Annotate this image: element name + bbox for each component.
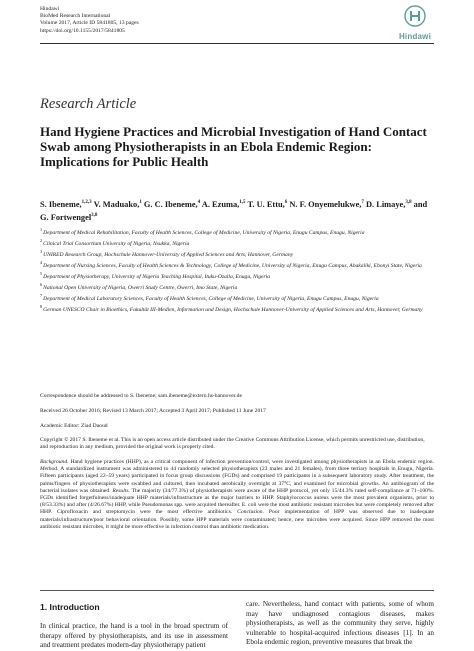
affiliation-item xyxy=(40,303,434,314)
abstract-method-label: Method. xyxy=(40,466,59,473)
journal-publisher: Hindawi xyxy=(40,6,60,12)
affiliation-number: 6 xyxy=(40,282,43,288)
author-list xyxy=(40,197,434,224)
abstract-background-label: Background. xyxy=(40,459,69,465)
abstract-method: A standardized instrument was administered to 44 randomly selected physiotherapists (23 males and 21 females), from three tertiary hospitals in Enugu, Nigeria. Fifteen participants (aged 22–59 years) participated in focus group discussions (FGDs) and comprised 19 participants in a subsequent laboratory study. After treatment, the palms/fingers of physiotherapists were swabbed and cultured, then incubated aerobically overnight at 37°C, and examined for microbial growths. An antibiogram of the bacterial isolates was obtained. xyxy=(40,466,434,494)
affiliation-number: 8 xyxy=(40,304,43,310)
abstract-results: The majority (34/77.3%) of physiotherapists were aware of the HHP protocol, yet only 15/44.3% rated self-compliance at 71–100%. FGDs identified forgetfulness/inadequate HHP materials/infrastructure as the major barriers to HHP. Staphylococcus aureus were the most prevalent organisms, prior to (8/53.33%) and after (4/26.67%) HHP, while Pseudomonas spp. were acquired thereafter. E. coli were the most antibiotic resistant microbes but were completely removed after HHP. Ciprofloxacin and streptomycin were the most effective antibiotics. xyxy=(40,487,434,516)
affiliation-item xyxy=(40,237,434,248)
author-affiliation-marker: 1,2,3 xyxy=(81,200,92,205)
author-name: D. Limaye, xyxy=(366,199,406,209)
affiliation-text: Clinical Trial Consortium University of Nigeria, Nsukka, Nigeria xyxy=(43,240,190,247)
author-affiliation-marker: 3,8 xyxy=(405,200,412,205)
affiliation-text: UNIRED Research Group, Hochschule Hannover-University of Applied Sciences and Arts, Hannover, Germany xyxy=(43,251,294,258)
correspondence: Correspondence should be addressed to S. Ibeneme; sam.ibeneme@extern.hs-hannover.de xyxy=(40,393,242,399)
author-affiliation-marker: 1,5 xyxy=(239,200,246,205)
author-name: N. F. Onyemelukwe, xyxy=(289,199,362,209)
affiliation-item xyxy=(40,270,434,281)
intro-left-column: In clinical practice, the hand is a tool in the broad spectrum of therapy offered by physiotherapists, and its use in assessment and treatment predates modern-day physiotherapy patient xyxy=(40,622,228,649)
abstract xyxy=(40,459,434,531)
affiliation-number: 2 xyxy=(40,238,43,244)
author-name: and G. Fortwengel xyxy=(40,199,428,223)
academic-editor: Academic Editor: Ziad Daoud xyxy=(40,423,108,429)
section-heading-introduction: 1. Introduction xyxy=(40,602,100,612)
article-dates: Received 26 October 2016; Revised 13 March 2017; Accepted 3 April 2017; Published 11 June 2017 xyxy=(40,408,266,414)
author-affiliation-marker: 1 xyxy=(139,200,142,205)
affiliation-number: 7 xyxy=(40,293,43,299)
affiliation-item xyxy=(40,292,434,303)
affiliation-text: Department of Medical Laboratory Sciences, Faculty of Health Sciences, College of Medicine, University of Nigeria, Enugu Campus, Enugu, Nigeria xyxy=(43,296,379,303)
intro-right-column: care. Nevertheless, hand contact with patients, some of whom may have undiagnosed contagious diseases, makes physiotherapists, as well as the community they serve, highly vulnerable to hospital-acquired infectious diseases [1]. In an Ebola endemic region, preventive measures that break the xyxy=(246,600,434,646)
abstract-background: Hand hygiene practices (HHP), as a critical component of infection prevention/control, were investigated among physiotherapists in an Ebola endemic region. xyxy=(70,459,434,465)
journal-doi[interactable]: https://doi.org/10.1155/2017/5841805 xyxy=(40,27,125,34)
affiliation-text: German UNESCO Chair in Bioethics, Fakultät III-Medien, Information und Design, Hochschule Hannover-University of Applied Sciences and Arts, Hannover, Germany xyxy=(43,307,423,314)
affiliation-item xyxy=(40,281,434,292)
affiliation-number: 5 xyxy=(40,271,43,277)
affiliation-number: 1 xyxy=(40,227,43,232)
page-title: Hand Hygiene Practices and Microbial Investigation of Hand Contact Swab among Physiotherapists in an Ebola Endemic Region: Implications for Public Health xyxy=(40,124,427,170)
article-type: Research Article xyxy=(40,96,137,112)
author-name: A. Ezuma, xyxy=(201,199,240,209)
affiliation-text: Department of Medical Rehabilitation, Faculty of Health Sciences, College of Medicine, University of Nigeria, Enugu Campus, Enugu, Nigeria xyxy=(43,229,365,236)
author-affiliation-marker: 3,8 xyxy=(91,213,98,219)
abstract-divider xyxy=(40,590,434,591)
author-affiliation-marker: 4 xyxy=(197,200,201,205)
journal-volume: Volume 2017, Article ID 5841805, 13 pages xyxy=(40,20,139,27)
abstract-results-label: Results. xyxy=(112,487,130,494)
author-name: G. C. Ibeneme, xyxy=(143,199,198,209)
header-divider xyxy=(40,43,434,44)
affiliation-number: 3 xyxy=(40,249,43,255)
author-affiliation-marker: 6 xyxy=(284,200,288,205)
hindawi-logo-text: Hindawi xyxy=(398,32,432,41)
author-affiliation-marker: 7 xyxy=(361,200,364,205)
journal-info xyxy=(40,6,139,35)
affiliation-text: National Open University of Nigeria, Owerri Study Centre, Owerri, Imo State, Nigeria xyxy=(43,285,238,292)
journal-name: BioMed Research International xyxy=(40,13,111,20)
affiliation-item xyxy=(40,226,434,237)
affiliation-item xyxy=(40,248,434,259)
author-name: S. Ibeneme, xyxy=(40,199,82,209)
abstract-conclusion-label: Conclusion. xyxy=(237,509,265,516)
affiliation-text: Department of Physiotherapy, University of Nigeria Teaching Hospital, Ituku-Ozalla, Enugu, Nigeria xyxy=(43,274,271,281)
affiliation-list xyxy=(40,226,434,315)
abstract-conclusion: Poor implementation of HPP was observed due to inadequate materials/infrastructure/poor behavioral orientation. Possibly, some HPP materials were contaminated; hence, new microbes were acquired. Since HPP removed the most antibiotic resistant microbes, it might be more effective in infection control than antibiotic medication. xyxy=(40,509,435,530)
author-name: V. Maduako, xyxy=(93,199,140,209)
affiliation-text: Department of Nursing Sciences, Faculty of Health Sciences & Technology, College of Medicine, University of Nigeria, Enugu Campus, Abakaliki, Ebonyi State, Nigeria xyxy=(43,263,422,270)
affiliation-number: 4 xyxy=(40,260,43,266)
author-name: T. U. Ettu, xyxy=(247,199,285,209)
copyright-notice: Copyright © 2017 S. Ibeneme et al. This is an open access article distributed under the Creative Commons Attribution License, which permits unrestricted use, distribution, and reproduction in any medium, provided the original work is properly cited. xyxy=(40,437,425,451)
hindawi-logo-icon xyxy=(404,5,426,27)
hindawi-logo xyxy=(396,5,434,41)
affiliation-item xyxy=(40,259,434,270)
